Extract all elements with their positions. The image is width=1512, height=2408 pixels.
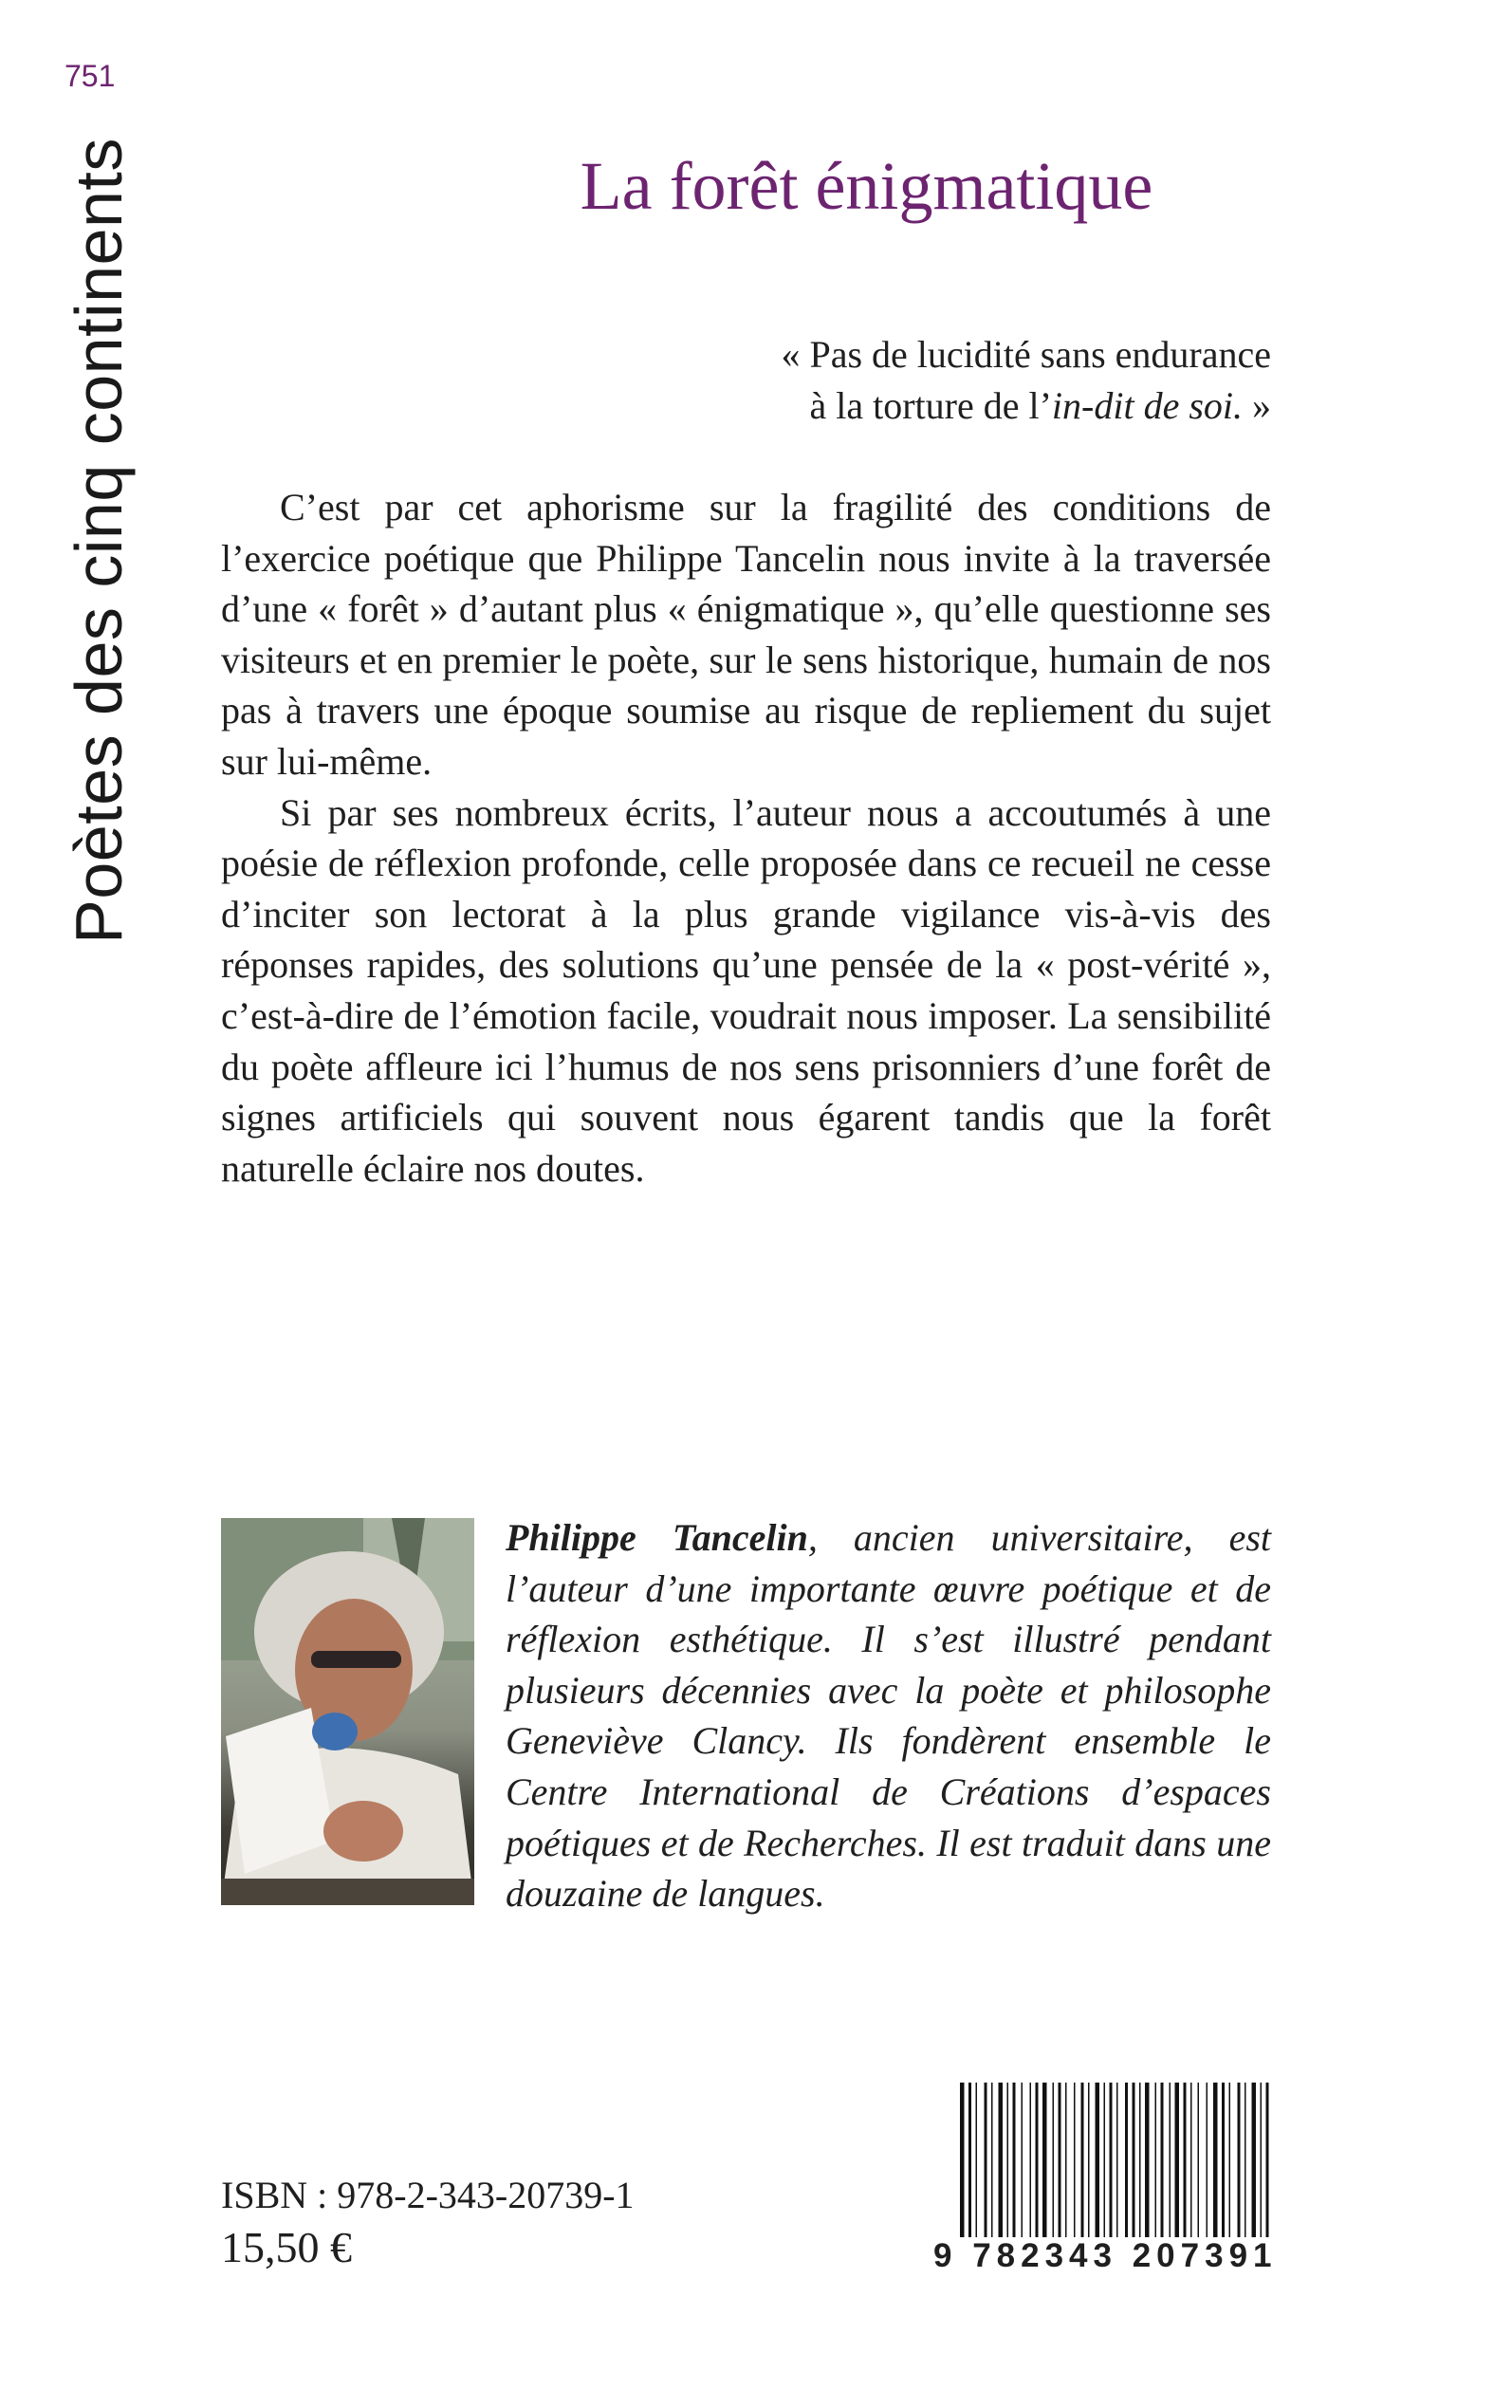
price: 15,50 € xyxy=(221,2223,352,2271)
blurb-paragraph-2: Si par ses nombreux écrits, l’auteur nous a accoutumés à une poésie de réflexion profonde, celle proposée dans ce recueil ne cesse d’inciter son lectorat à la plus grande vigilance vis-à-vis des réponses rapides, des solutions qu’une pensée de la « post-vérité », c’est-à-dire de l’émotion facile, voudrait nous imposer. La sensibilité du poète affleure ici l’humus de nos sens prisonniers d’une forêt de signes artificiels qui souvent nous égarent tandis que la forêt naturelle éclaire nos doutes. xyxy=(221,790,1271,1190)
author-photo xyxy=(221,1518,474,1905)
blurb-paragraph-1: C’est par cet aphorisme sur la fragilité des conditions de l’exercice poétique que Philippe Tancelin nous invite à la traversée d’une « forêt » d’autant plus « énigmatique », qu’elle questionne ses visiteurs et en premier le poète, sur le sens historique, humain de nos pas à travers une époque soumise au risque de repliement du sujet sur lui-même. xyxy=(221,486,1271,783)
epigraph xyxy=(781,329,1271,432)
barcode-digits: 9 782343 207391 xyxy=(933,2237,1278,2274)
author-bio xyxy=(506,1512,1271,1919)
author-bio-text: , ancien universitaire, est l’auteur d’une importante œuvre poétique et de réflexion esthétique. Il s’est illustré pendant plusieurs décennies avec la poète et philosophe Geneviève Clancy. Ils fondèrent ensemble le Centre International de Créations d’espaces poétiques et de Recherches. Il est traduit dans une douzaine de langues. xyxy=(506,1516,1271,1916)
book-title: La forêt énigmatique xyxy=(580,148,1153,224)
blurb xyxy=(221,482,1271,1194)
series-number: 751 xyxy=(65,59,116,93)
author-name: Philippe Tancelin xyxy=(506,1516,808,1559)
isbn: ISBN : 978-2-343-20739-1 xyxy=(221,2174,635,2216)
epigraph-line-2-prefix: à la torture de l’ xyxy=(809,384,1052,427)
author-portrait-image xyxy=(221,1518,474,1905)
epigraph-line-2 xyxy=(781,380,1271,432)
epigraph-line-1: « Pas de lucidité sans endurance xyxy=(781,333,1271,376)
series-name: Poètes des cinq continents xyxy=(62,138,136,944)
epigraph-line-2-italic: in-dit de soi. xyxy=(1051,384,1243,427)
epigraph-line-2-suffix: » xyxy=(1243,384,1271,427)
